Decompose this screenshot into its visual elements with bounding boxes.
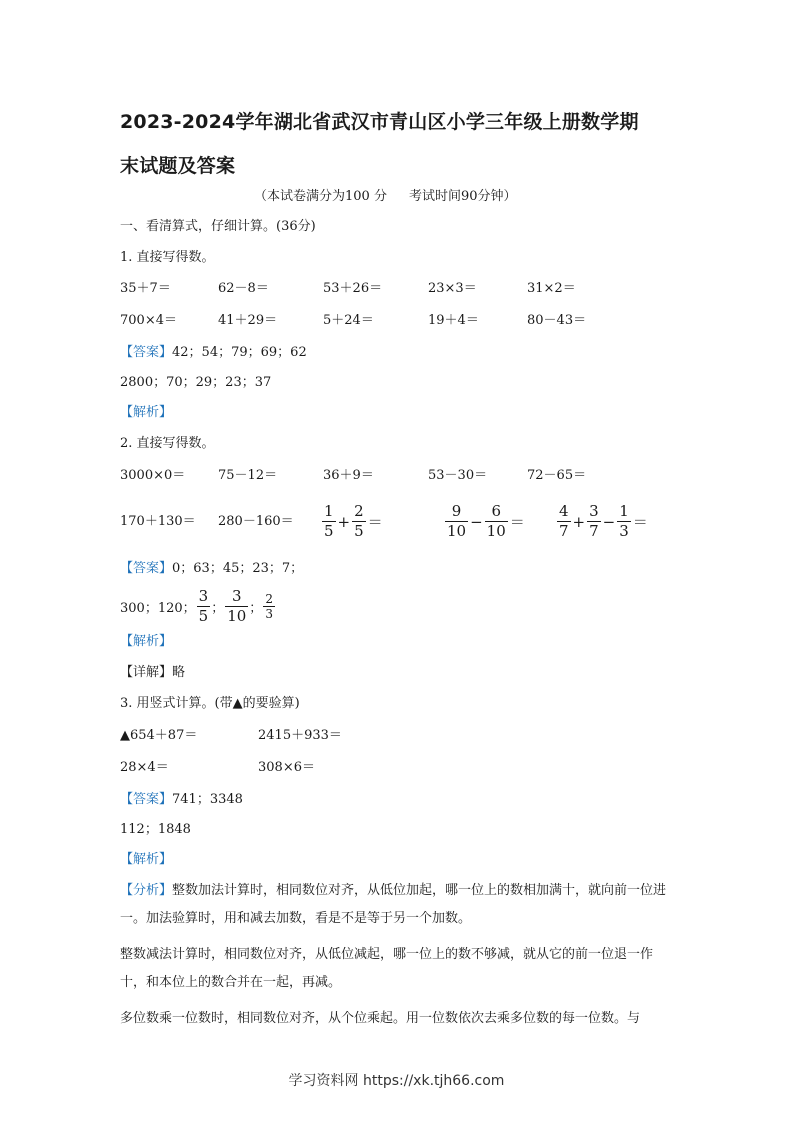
- numerator: 4: [559, 502, 569, 520]
- q2-fraction-expression: [556, 502, 649, 541]
- denominator: 7: [589, 522, 599, 540]
- operator: −: [602, 512, 616, 531]
- fraction: [197, 587, 211, 626]
- document-title: [120, 100, 680, 188]
- denominator: 7: [559, 522, 569, 540]
- q2-expression: 72－65＝: [527, 468, 587, 483]
- q3-expression: 2415＋933＝: [258, 728, 342, 743]
- fraction: [352, 502, 366, 541]
- q1-expression: 23×3＝: [428, 281, 477, 296]
- answer-text: 741；3348: [172, 792, 243, 807]
- denominator: 3: [619, 522, 629, 540]
- denominator: 5: [354, 522, 364, 540]
- numerator: 1: [619, 502, 629, 520]
- operator: −: [470, 512, 483, 531]
- fraction: [225, 587, 248, 626]
- exam-time: 考试时间90分钟）: [408, 189, 517, 204]
- q1-expression: 53＋26＝: [323, 281, 383, 296]
- q3-answer-line-2: 112；1848: [120, 822, 191, 837]
- numerator: 1: [324, 502, 334, 520]
- q1-expression: 700×4＝: [120, 313, 177, 328]
- separator: ；: [249, 601, 263, 616]
- numerator: 3: [225, 587, 248, 607]
- q1-expression: 35＋7＝: [120, 281, 171, 296]
- separator: ；: [211, 601, 225, 616]
- q2-fraction-expression: [444, 502, 526, 541]
- exam-info: [254, 185, 517, 204]
- exam-full-score: （本试卷满分为100 分: [254, 189, 387, 204]
- denominator: 3: [265, 607, 273, 621]
- title-line-2: 末试题及答案: [120, 155, 236, 177]
- section-heading: 一、看清算式，仔细计算。(36分): [120, 219, 316, 234]
- q2-answer-line-2: [120, 587, 276, 626]
- answer-tag: 【答案】: [120, 345, 173, 360]
- q2-analysis-tag: 【解析】: [120, 634, 173, 649]
- q1-expression: 62－8＝: [218, 281, 269, 296]
- equals: ＝: [509, 513, 525, 531]
- q3-expression: 28×4＝: [120, 760, 169, 775]
- numerator: 2: [354, 502, 364, 520]
- title-line-1: 2023-2024学年湖北省武汉市青山区小学三年级上册数学期: [120, 111, 639, 133]
- answer-tag: 【答案】: [120, 792, 173, 807]
- q2-detail: 【详解】略: [120, 665, 186, 680]
- numerator: 2: [265, 592, 273, 606]
- fraction: [617, 502, 631, 541]
- operator: +: [572, 512, 586, 531]
- q2-expression: 3000×0＝: [120, 468, 186, 483]
- q3-analysis-paragraph: [120, 877, 678, 933]
- q1-expression: 19＋4＝: [428, 313, 479, 328]
- q1-analysis-tag: 【解析】: [120, 405, 173, 420]
- denominator: 10: [486, 522, 506, 540]
- fraction: [587, 502, 601, 541]
- numerator: 6: [485, 502, 508, 522]
- q1-answer: [120, 343, 307, 363]
- fraction: [485, 502, 508, 541]
- q1-expression: 31×2＝: [527, 281, 576, 296]
- question-2-label: 2. 直接写得数。: [120, 436, 215, 451]
- analysis-tag: 【分析】: [120, 883, 173, 898]
- q2-expression: 36＋9＝: [323, 468, 374, 483]
- denominator: 10: [447, 522, 467, 540]
- fraction: [445, 502, 468, 541]
- q3-analysis-paragraph: 整数减法计算时，相同数位对齐，从低位减起，哪一位上的数不够减，就从它的前一位退一作十，和本位上的数合并在一起，再减。: [120, 947, 654, 990]
- question-3-label: 3. 用竖式计算。(带▲的要验算): [120, 696, 300, 711]
- operator: +: [337, 512, 351, 531]
- q1-answer-line-2: 2800；70；29；23；37: [120, 375, 272, 390]
- question-1-label: 1. 直接写得数。: [120, 250, 215, 265]
- q2-expression: 170＋130＝: [120, 514, 196, 529]
- denominator: 10: [227, 607, 247, 625]
- q2-expression: 280－160＝: [218, 514, 294, 529]
- answer-tag: 【答案】: [120, 561, 173, 576]
- numerator: 3: [198, 587, 209, 605]
- q3-analysis-tag: 【解析】: [120, 852, 173, 867]
- q3-answer: [120, 790, 243, 810]
- denominator: 5: [198, 607, 209, 625]
- footer-watermark: 学习资料网 https://xk.tjh66.com: [288, 1073, 505, 1089]
- denominator: 5: [324, 522, 334, 540]
- answer-text: 42；54；79；69；62: [172, 345, 307, 360]
- fraction: [263, 592, 275, 621]
- q1-expression: 41＋29＝: [218, 313, 278, 328]
- q2-expression: 53－30＝: [428, 468, 488, 483]
- q1-expression: 5＋24＝: [323, 313, 374, 328]
- equals: ＝: [632, 513, 648, 531]
- q3-expression: 308×6＝: [258, 760, 315, 775]
- q2-answer: [120, 559, 303, 579]
- fraction: [557, 502, 571, 541]
- q2-fraction-expression: [321, 502, 384, 541]
- answer-text: 300；120；: [120, 601, 196, 616]
- numerator: 3: [589, 502, 599, 520]
- q3-expression: ▲654＋87＝: [120, 728, 198, 743]
- answer-text: 0；63；45；23；7；: [172, 561, 304, 576]
- q2-expression: 75－12＝: [218, 468, 278, 483]
- fraction: [322, 502, 336, 541]
- numerator: 9: [445, 502, 468, 522]
- equals: ＝: [367, 513, 383, 531]
- analysis-text: 整数加法计算时，相同数位对齐，从低位加起，哪一位上的数相加满十，就向前一位进一。加法验算时，用和减去加数，看是不是等于另一个加数。: [120, 883, 667, 926]
- q3-analysis-paragraph: 多位数乘一位数时，相同数位对齐，从个位乘起。用一位数依次去乘多位数的每一位数。与: [120, 1011, 641, 1026]
- q1-expression: 80－43＝: [527, 313, 587, 328]
